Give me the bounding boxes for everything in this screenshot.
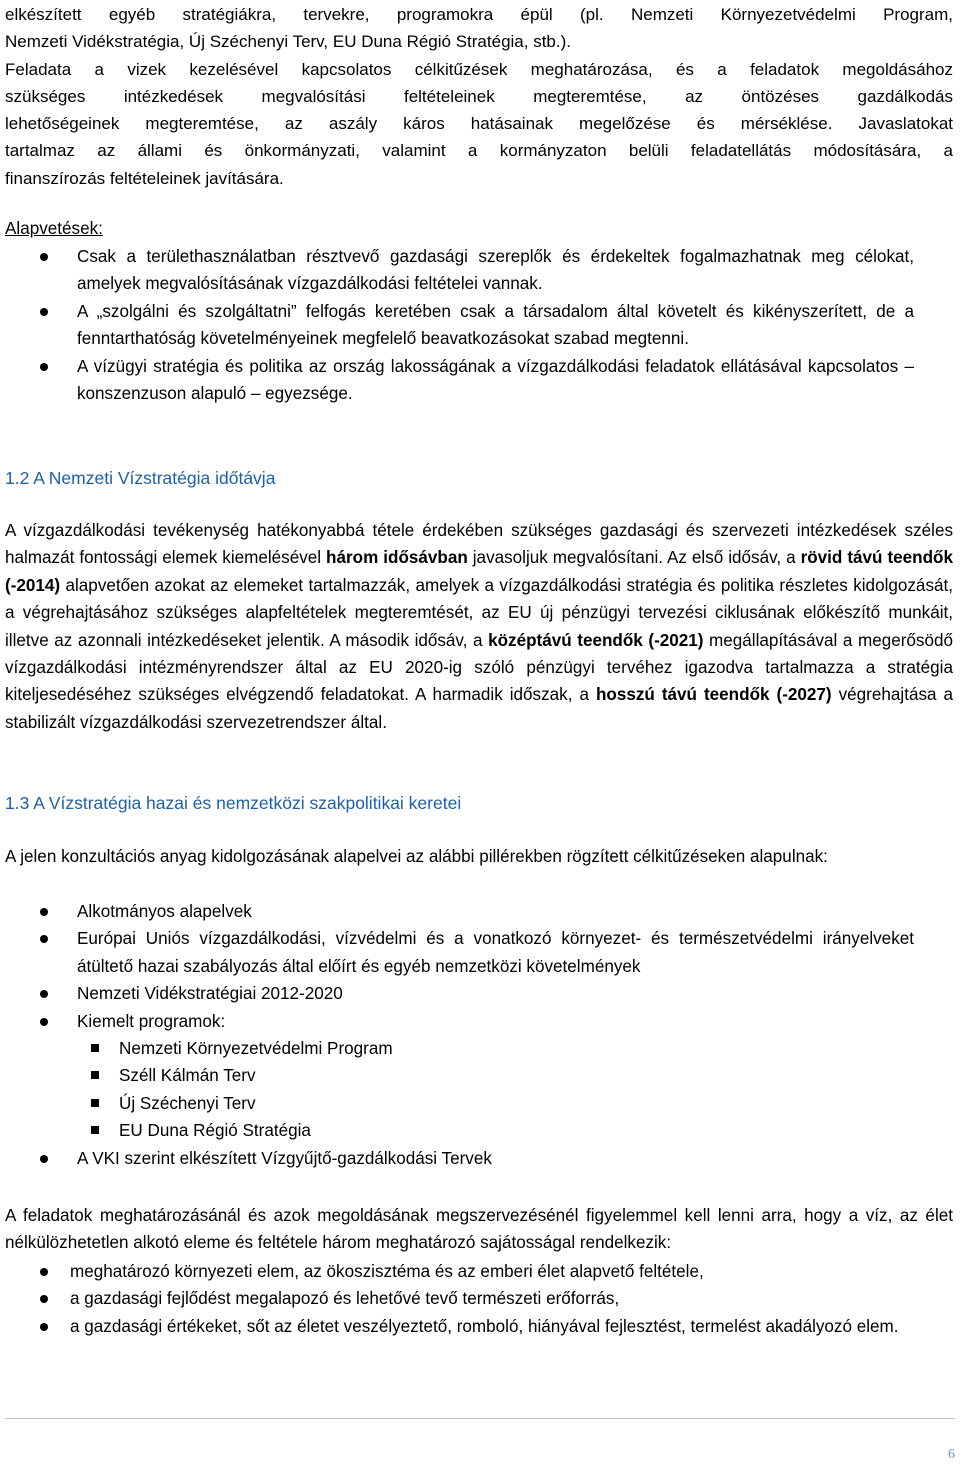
- sub-list-item: EU Duna Régió Stratégia: [0, 1117, 960, 1144]
- sub-list-item: Nemzeti Környezetvédelmi Program: [0, 1035, 960, 1062]
- square-bullet-icon: [91, 1071, 99, 1079]
- list-item: Csak a területhasználatban résztvevő gazdasági szereplők és érdekeltek fogalmazhatnak meg célokat, amelyek megvalósításának vízgazdálkodási feltételei vannak.: [0, 243, 960, 298]
- section-1-3-paragraph-2: A feladatok meghatározásánál és azok megoldásának megszervezésénél figyelemmel kell lenni arra, hogy a víz, az élet nélkülözhetetlen alkotó eleme és feltétele három meghatározó sajátosságal rendelkezik:: [5, 1206, 953, 1253]
- section-1-2-paragraph: A vízgazdálkodási tevékenység hatékonyabbá tétele érdekében szükséges gazdasági és szervezeti intézkedések széles halmazát fontossági elemek kiemelésével három idősávban javasoljuk megvalósítani. Az első idősáv, a rövid távú teendők (-2014) alapvetően azokat az elemeket tartalmazzák, amelyek a vízgazdálkodási stratégia és politika részletes kidolgozását, a végrehajtásához szükséges alapfeltételek megteremtését, az EU új pénzügyi tervezési ciklusának előkészítő munkáit, illetve az azonnali intézkedéseket jelentik. A második idősáv, a középtávú teendők (-2021) megállapításával a megerősödő vízgazdálkodási intézményrendszer által az EU 2020-ig szóló pénzügyi tervéhez igazodva tartalmazza a stratégia kiteljesedéséhez szükséges elvégzendő feladatokat. A harmadik időszak, a hosszú távú teendők (-2027) végrehajtása a stabilizált vízgazdálkodási szervezetrendszer által.: [5, 521, 954, 732]
- bullet-icon: [40, 1323, 48, 1331]
- alapvetesek-heading: Alapvetések:: [5, 219, 103, 238]
- list-item: A „szolgálni és szolgáltatni” felfogás keretében csak a társadalom által követelt és kikényszerített, de a fenntarthatóság követelményeinek megfelelő beavatkozásokat szabad megtenni.: [0, 298, 960, 353]
- bullet-icon: [40, 990, 48, 998]
- bullet-icon: [40, 363, 48, 371]
- characteristics-list: [0, 1258, 960, 1340]
- list-item: a gazdasági fejlődést megalapozó és lehetővé tevő természeti erőforrás,: [0, 1285, 960, 1312]
- bullet-icon: [40, 1295, 48, 1303]
- intro-line: tartalmaz az állami és önkormányzati, valamint a kormányzaton belüli feladatellátás módosítására, a: [5, 141, 953, 161]
- list-item: a gazdasági értékeket, sőt az életet veszélyeztető, romboló, hiányával fejlesztést, termelést akadályozó elem.: [0, 1313, 960, 1340]
- footer-divider: [5, 1418, 955, 1419]
- section-heading-1-3: 1.3 A Vízstratégia hazai és nemzetközi szakpolitikai keretei: [5, 793, 462, 813]
- bullet-icon: [40, 1018, 48, 1026]
- intro-line: finanszírozás feltételeinek javítására.: [5, 168, 284, 188]
- bullet-icon: [40, 908, 48, 916]
- alapvetesek-list: [0, 243, 960, 407]
- square-bullet-icon: [91, 1099, 99, 1107]
- intro-line: szükséges intézkedések megvalósítási feltételeinek megteremtése, az öntözéses gazdálkodás: [5, 86, 953, 106]
- sub-list-item: Széll Kálmán Terv: [0, 1062, 960, 1089]
- section-1-3-intro: A jelen konzultációs anyag kidolgozásának alapelvei az alábbi pillérekben rögzített célkitűzéseken alapulnak:: [5, 847, 828, 866]
- list-item: Kiemelt programok:: [0, 1008, 960, 1035]
- sub-list-item: Új Széchenyi Terv: [0, 1090, 960, 1117]
- list-item: meghatározó környezeti elem, az ökoszisztéma és az emberi élet alapvető feltétele,: [0, 1258, 960, 1285]
- intro-line: elkészített egyéb stratégiákra, tervekre, programokra épül (pl. Nemzeti Környezetvédelmi Program,: [5, 5, 953, 24]
- bullet-icon: [40, 935, 48, 943]
- page-number: 6: [948, 1447, 955, 1462]
- list-item: Alkotmányos alapelvek: [0, 898, 960, 925]
- list-item: A vízügyi stratégia és politika az ország lakosságának a vízgazdálkodási feladatok ellátásával kapcsolatos – konszenzuson alapuló – egyezsége.: [0, 353, 960, 408]
- square-bullet-icon: [91, 1126, 99, 1134]
- list-item: Nemzeti Vidékstratégiai 2012-2020: [0, 980, 960, 1007]
- intro-paragraph: [5, 1, 953, 192]
- bullet-icon: [40, 1268, 48, 1276]
- bullet-icon: [40, 253, 48, 261]
- section-heading-1-2: 1.2 A Nemzeti Vízstratégia időtávja: [5, 468, 276, 488]
- bullet-icon: [40, 1155, 48, 1163]
- list-item: A VKI szerint elkészített Vízgyűjtő-gazdálkodási Tervek: [0, 1145, 960, 1172]
- square-bullet-icon: [91, 1044, 99, 1052]
- intro-line: Feladata a vizek kezelésével kapcsolatos célkitűzések meghatározása, és a feladatok megoldásához: [5, 59, 953, 79]
- list-item: Európai Uniós vízgazdálkodási, vízvédelmi és a vonatkozó környezet- és természetvédelmi irányelveket átültető hazai szabályozás által előírt és egyéb nemzetközi követelmények: [0, 925, 960, 980]
- bullet-icon: [40, 308, 48, 316]
- intro-line: Nemzeti Vidékstratégia, Új Széchenyi Terv, EU Duna Régió Stratégia, stb.).: [5, 32, 571, 52]
- pillars-list: [0, 898, 960, 1172]
- intro-line: lehetőségeinek megteremtése, az aszály káros hatásainak megelőzése és mérséklése. Javaslatokat: [5, 114, 953, 134]
